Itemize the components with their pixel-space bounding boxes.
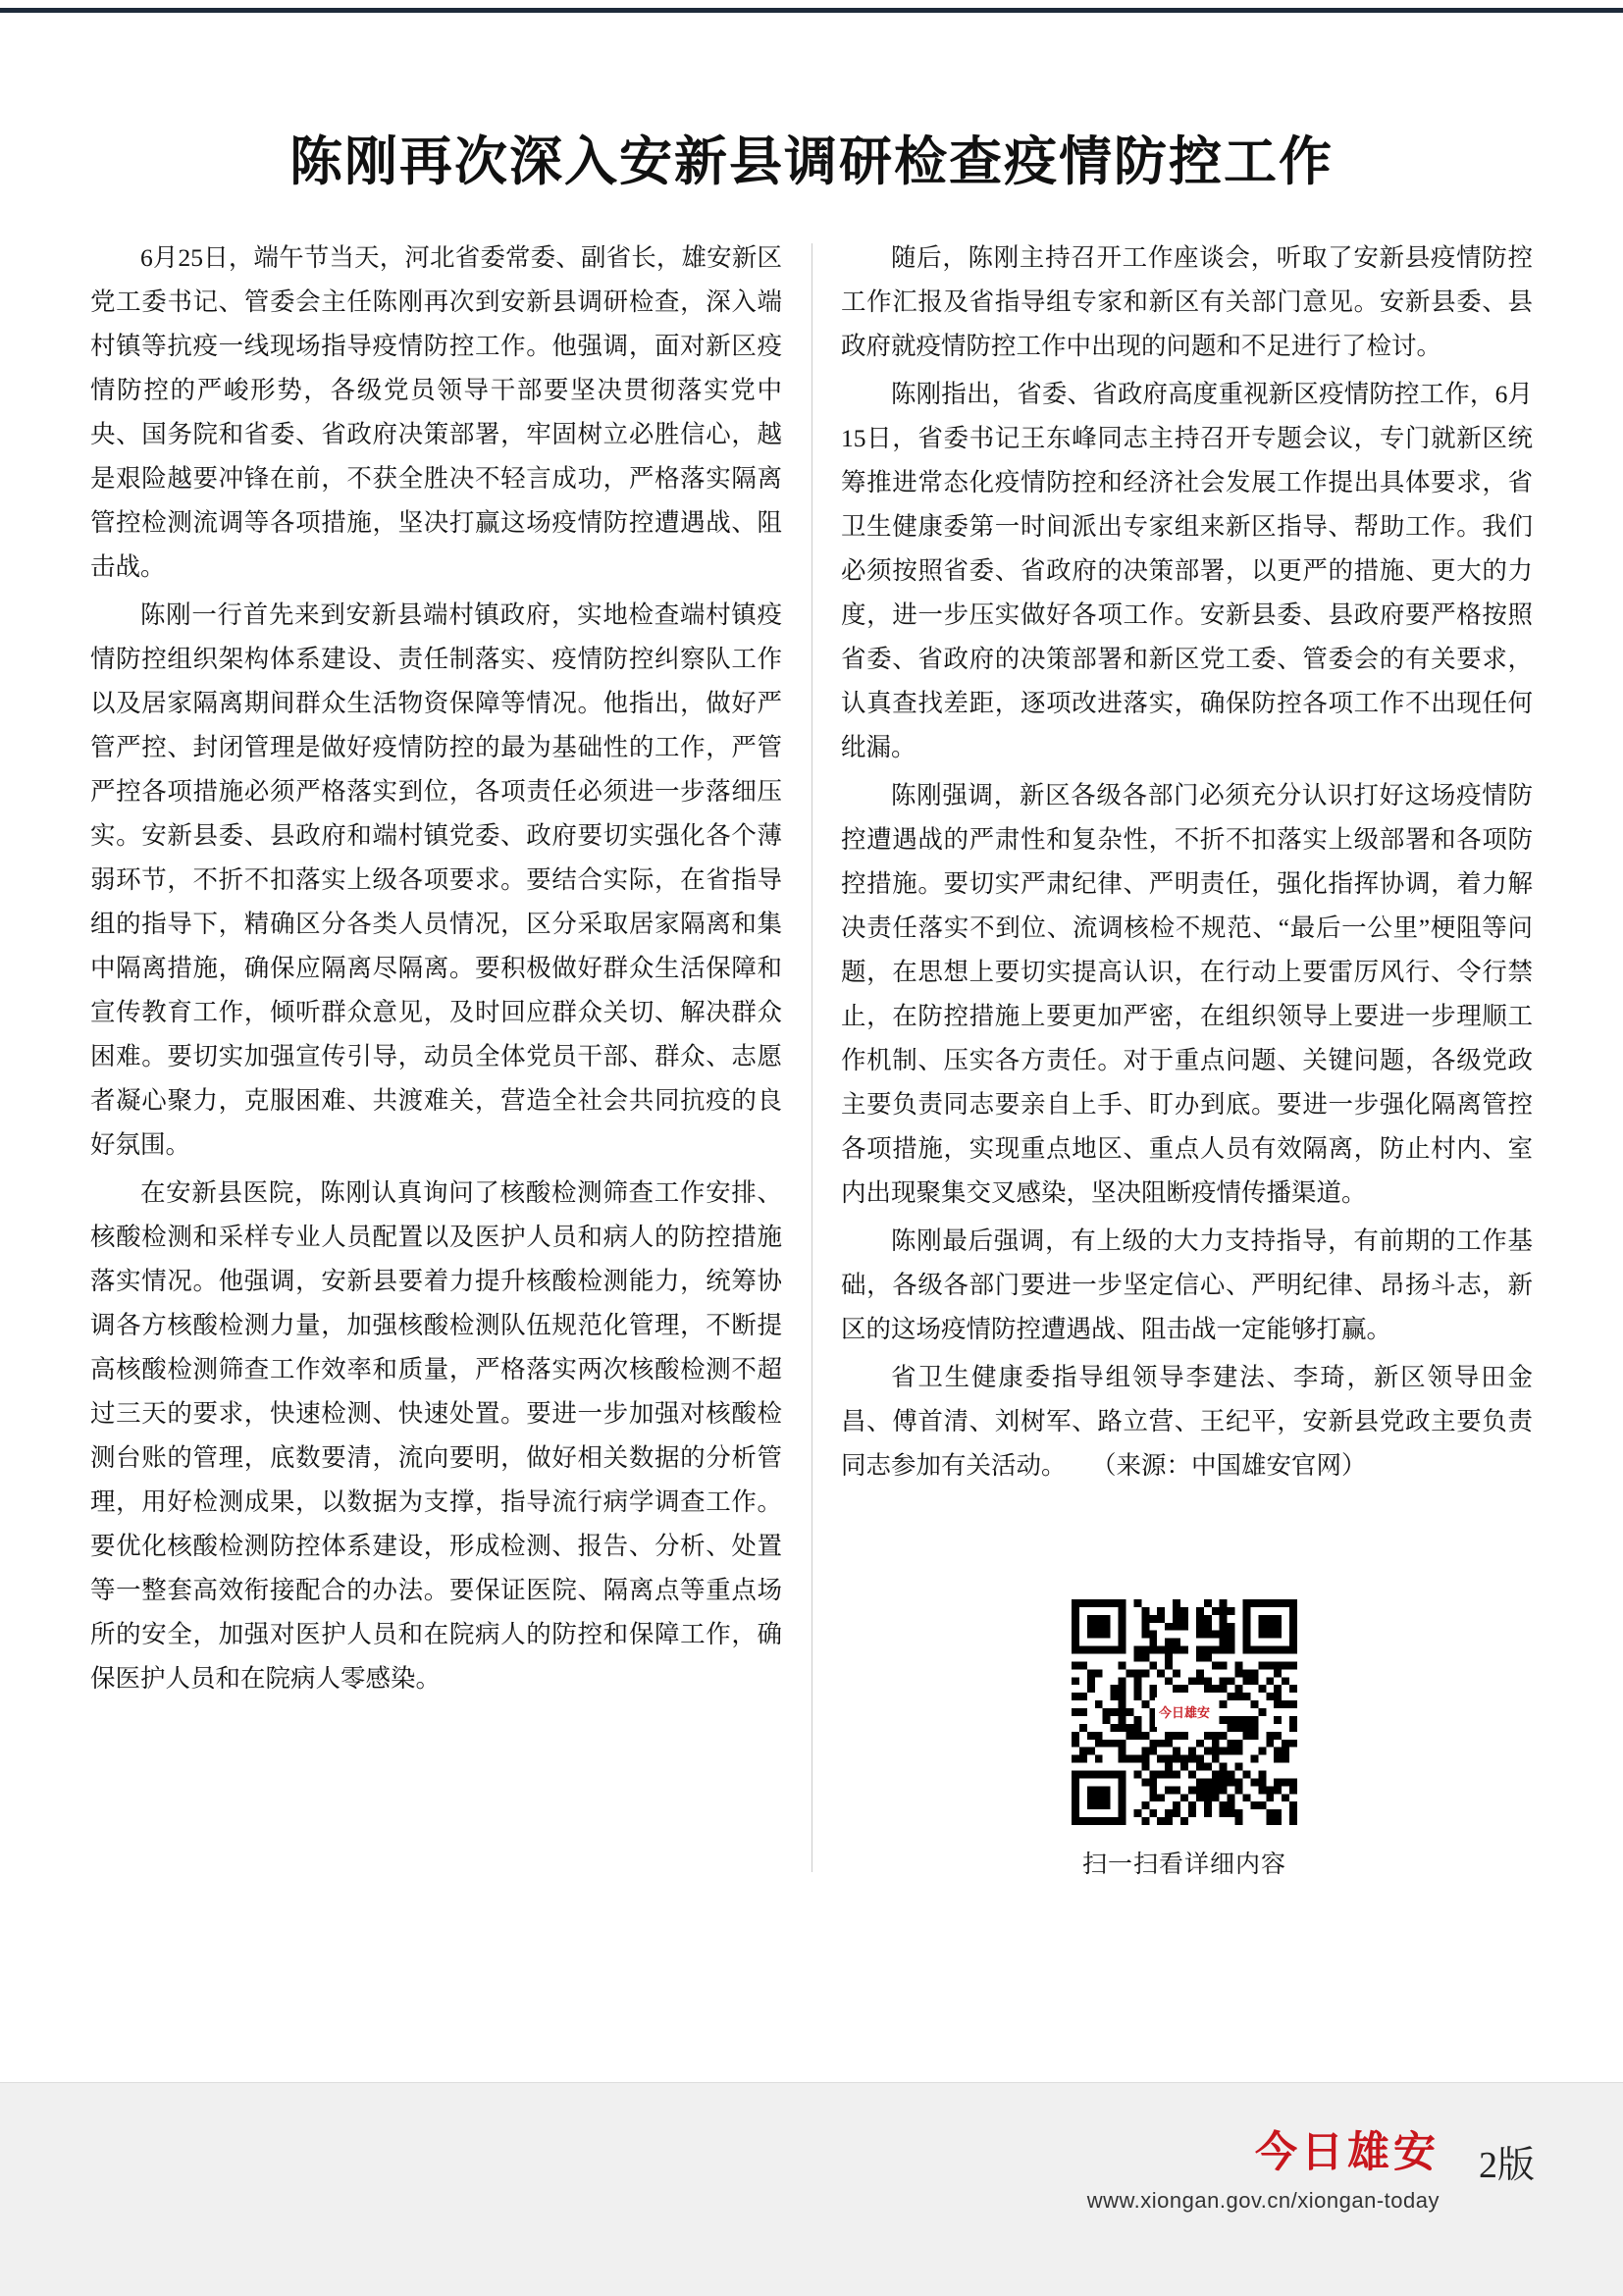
page-footer — [0, 2082, 1623, 2296]
article-column-right — [841, 235, 1533, 2080]
qr-code[interactable] — [1072, 1599, 1297, 1825]
paragraph: 陈刚强调，新区各级各部门必须充分认识打好这场疫情防控遭遇战的严肃性和复杂性，不折不扣落实上级部署和各项防控措施。要切实严肃纪律、严明责任，强化指挥协调，着力解决责任落实不到位、流调核检不规范、“最后一公里”梗阻等问题，在思想上要切实提高认识，在行动上要雷厉风行、令行禁止，在防控措施上要更加严密，在组织领导上要进一步理顺工作机制、压实各方责任。对于重点问题、关键问题，各级党政主要负责同志要亲自上手、盯办到底。要进一步强化隔离管控各项措施，实现重点地区、重点人员有效隔离，防止村内、室内出现聚集交叉感染，坚决阻断疫情传播渠道。 — [841, 781, 1533, 1207]
qr-center-logo: 今日雄安 — [1155, 1697, 1214, 1727]
footer-brand-title: 今日雄安 — [1254, 2130, 1440, 2176]
paragraph: 省卫生健康委指导组领导李建法、李琦，新区领导田金昌、傅首清、刘树军、路立营、王纪平，安新县党政主要负责同志参加有关活动。 （来源：中国雄安官网） — [841, 1363, 1533, 1480]
paragraph: 陈刚指出，省委、省政府高度重视新区疫情防控工作，6月15日，省委书记王东峰同志主持召开专题会议，专门就新区统筹推进常态化疫情防控和经济社会发展工作提出具体要求，省卫生健康委第一时间派出专家组来新区指导、帮助工作。我们必须按照省委、省政府的决策部署，以更严的措施、更大的力度，进一步压实做好各项工作。安新县委、县政府要严格按照省委、省政府的决策部署和新区党工委、管委会的有关要求，认真查找差距，逐项改进落实，确保防控各项工作不出现任何纰漏。 — [841, 380, 1533, 761]
paragraph: 随后，陈刚主持召开工作座谈会，听取了安新县疫情防控工作汇报及省指导组专家和新区有关部门意见。安新县委、县政府就疫情防控工作中出现的问题和不足进行了检讨。 — [841, 243, 1533, 360]
qr-code-block — [900, 1599, 1469, 1880]
article-column-left — [90, 235, 782, 2080]
top-rule-divider — [0, 8, 1623, 13]
paragraph: 6月25日，端午节当天，河北省委常委、副省长，雄安新区党工委书记、管委会主任陈刚再次到安新县调研检查，深入端村镇等抗疫一线现场指导疫情防控工作。他强调，面对新区疫情防控的严峻形势，各级党员领导干部要坚决贯彻落实党中央、国务院和省委、省政府决策部署，牢固树立必胜信心，越是艰险越要冲锋在前，不获全胜决不轻言成功，严格落实隔离管控检测流调等各项措施，坚决打赢这场疫情防控遭遇战、阻击战。 — [90, 243, 782, 581]
footer-brand-block — [1087, 2130, 1440, 2214]
footer-website-url[interactable]: www.xiongan.gov.cn/xiongan-today — [1086, 2188, 1440, 2214]
footer-content — [1087, 2130, 1535, 2214]
page-title: 陈刚再次深入安新县调研检查疫情防控工作 — [289, 132, 1334, 192]
paragraph: 陈刚最后强调，有上级的大力支持指导，有前期的工作基础，各级各部门要进一步坚定信心、严明纪律、昂扬斗志，新区的这场疫情防控遭遇战、阻击战一定能够打赢。 — [841, 1226, 1533, 1343]
paragraph: 在安新县医院，陈刚认真询问了核酸检测筛查工作安排、核酸检测和采样专业人员配置以及医护人员和病人的防控措施落实情况。他强调，安新县要着力提升核酸检测能力，统筹协调各方核酸检测力量，加强核酸检测队伍规范化管理，不断提高核酸检测筛查工作效率和质量，严格落实两次核酸检测不超过三天的要求，快速检测、快速处置。要进一步加强对核酸检测台账的管理，底数要清，流向要明，做好相关数据的分析管理，用好检测成果，以数据为支撑，指导流行病学调查工作。要优化核酸检测防控体系建设，形成检测、报告、分析、处置等一整套高效衔接配合的办法。要保证医院、隔离点等重点场所的安全，加强对医护人员和在院病人的防控和保障工作，确保医护人员和在院病人零感染。 — [90, 1178, 782, 1693]
article-columns — [90, 235, 1533, 2080]
qr-caption: 扫一扫看详细内容 — [1081, 1852, 1286, 1878]
page-number: 2版 — [1478, 2145, 1535, 2186]
paragraph: 陈刚一行首先来到安新县端村镇政府，实地检查端村镇疫情防控组织架构体系建设、责任制落实、疫情防控纠察队工作以及居家隔离期间群众生活物资保障等情况。他指出，做好严管严控、封闭管理是做好疫情防控的最为基础性的工作，严管严控各项措施必须严格落实到位，各项责任必须进一步落细压实。安新县委、县政府和端村镇党委、政府要切实强化各个薄弱环节，不折不扣落实上级各项要求。要结合实际，在省指导组的指导下，精确区分各类人员情况，区分采取居家隔离和集中隔离措施，确保应隔离尽隔离。要积极做好群众生活保障和宣传教育工作，倾听群众意见，及时回应群众关切、解决群众困难。要切实加强宣传引导，动员全体党员干部、群众、志愿者凝心聚力，克服困难、共渡难关，营造全社会共同抗疫的良好氛围。 — [90, 600, 782, 1159]
